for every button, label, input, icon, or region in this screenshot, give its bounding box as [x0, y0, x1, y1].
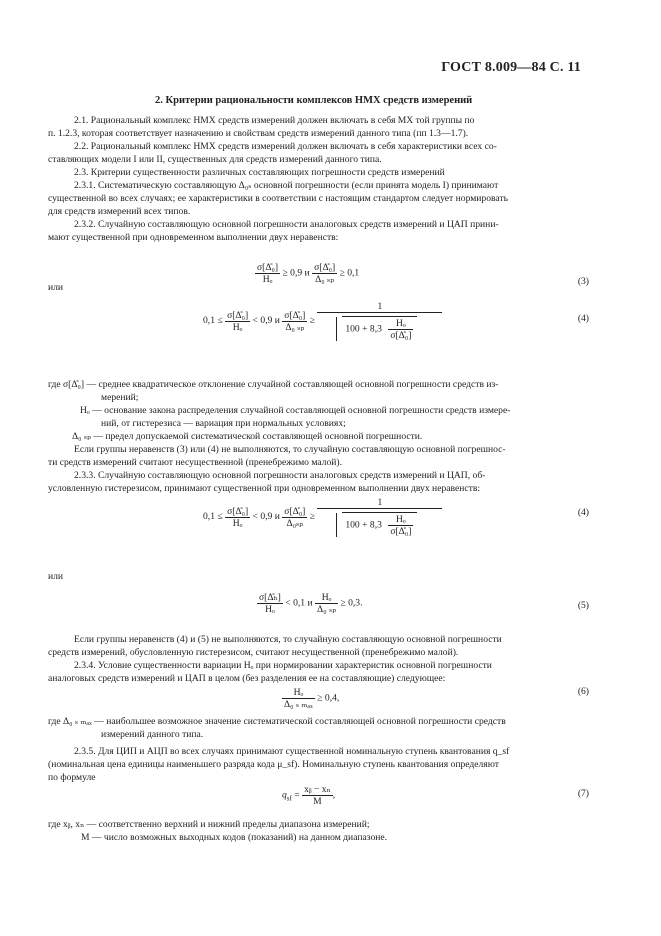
paragraph-2-3-4-line-1: 2.3.4. Условие существенности вариации Hₒ при нормировании характеристик основной погрешности [74, 660, 492, 671]
eq5-relation-a: < 0,1 и [285, 597, 313, 609]
eq4-relation-b: ≥ [309, 315, 316, 327]
equation-7-number: (7) [577, 788, 589, 799]
eq4b-num-a: σ[Δ̊₀] [227, 505, 249, 517]
paragraph-2-3-5-line-2: (номинальная цена единицы наименьшего разряда кода μ_sf). Номинальную ступень квантования определяют [48, 759, 499, 770]
paragraph-2-3-5-line-3: по формуле [48, 772, 96, 783]
equation-4 [203, 301, 442, 341]
page-header: ГОСТ 8.009—84 С. 11 [441, 60, 581, 75]
eq5-num-b: Hₒ [315, 592, 338, 604]
eq6-num: Hₒ [282, 687, 315, 699]
eq5-den-a: Hₒ [265, 604, 275, 615]
eq7-num: xᵦ − xₙ [304, 784, 331, 795]
eq7-equals: = [294, 789, 300, 801]
eq3-den-b: Δ₀ ₛₚ [315, 274, 335, 285]
paragraph-2-3-2-line-1: 2.3.2. Случайную составляющую основной погрешности аналоговых средств измерений и ЦАП прини- [74, 219, 499, 230]
where-2-line-1: где Δ₀ ₛ ₘₐₓ — наибольшее возможное значение систематической составляющей основной погрешности средств [48, 716, 506, 727]
eq4-sqrt-const: 100 + 8,3 [345, 323, 382, 335]
eq7-lhs: q [282, 789, 287, 801]
paragraph-if-2-line-2: средств измерений, обусловленную гистерезисом, считают несущественной (пренебрежимо малой). [48, 647, 459, 658]
paragraph-2-3-3-line-1: 2.3.3. Случайную составляющую основной погрешности аналоговых средств измерений и ЦАП, об- [74, 470, 486, 481]
ili-1: или [48, 282, 64, 293]
eq3-den-a: Hₒ [262, 274, 273, 285]
eq3-num-a: σ[Δ̊₀] [257, 262, 279, 273]
eq4b-one: 1 [317, 497, 442, 509]
eq5-relation-b: ≥ 0,3. [340, 597, 363, 609]
eq4-num-b: σ[Δ̊₀] [284, 309, 306, 321]
paragraph-2-2-line-2: ставляющих модели I или II, существенных для средств измерений данного типа. [48, 154, 382, 165]
eq3-num-b: σ[Δ̊₀] [314, 262, 336, 273]
section-title: 2. Критерии рациональности комплексов НМХ средств измерений [155, 95, 473, 106]
equation-4-number: (4) [577, 313, 589, 324]
paragraph-2-3-2-line-2: мают существенной при одновременном выполнении двух неравенств: [48, 232, 339, 243]
where-3-line-2: M — число возможных выходных кодов (показаний) на данном диапазоне. [81, 832, 388, 843]
paragraph-if-1-line-1: Если группы неравенств (3) или (4) не выполняются, то случайную составляющую основной погрешнос- [74, 444, 506, 455]
equation-7 [282, 784, 335, 807]
where-1-line-1: где σ[Δ̊₀] — среднее квадратическое отклонение случайной составляющей основной погрешности средств из- [48, 379, 499, 390]
eq7-lhs-sub: sf [286, 794, 292, 803]
eq7-tail: , [332, 789, 336, 801]
eq4-den-b: Δ₀ ₛₚ [285, 321, 305, 333]
paragraph-2-3-1-line-3: для средств измерений всех типов. [48, 206, 191, 217]
equation-3 [255, 262, 359, 285]
equation-5 [257, 592, 363, 615]
equation-5-number: (5) [577, 600, 589, 611]
eq4-den-a: Hₒ [232, 321, 243, 333]
eq4b-sqrt-den: σ[Δ̊₀] [390, 526, 412, 537]
paragraph-if-2-line-1: Если группы неравенств (4) и (5) не выполняются, то случайную составляющую основной погрешности [74, 634, 502, 645]
paragraph-2-2-line-1: 2.2. Рациональный комплекс НМХ средств измерений должен включать в себя характеристики всех со- [74, 141, 497, 152]
eq5-num-a: σ[Δ̊ₕ] [259, 592, 281, 603]
equation-4b [203, 497, 442, 537]
eq3-relation-b: ≥ 0,1 [339, 267, 360, 279]
where-2-line-2: измерений данного типа. [101, 729, 204, 740]
eq5-den-b: Δ₀ ₛₚ [317, 604, 337, 615]
paragraph-2-3-1-line-1: 2.3.1. Систематическую составляющую Δ₀ₛ основной погрешности (если принята модель I) принимают [74, 180, 499, 191]
eq4b-relation-b: ≥ [309, 511, 316, 523]
eq4b-sqrt [342, 512, 417, 537]
eq4-sqrt-num: Hₒ [388, 318, 413, 330]
eq7-den: M [313, 796, 322, 807]
eq4b-num-b: σ[Δ̊₀] [284, 505, 306, 517]
eq4-lead: 0,1 ≤ [203, 315, 223, 327]
paragraph-2-3: 2.3. Критерии существенности различных составляющих погрешности средств измерений [74, 167, 445, 178]
equation-6-number: (6) [577, 686, 589, 697]
equation-4b-number: (4) [577, 507, 589, 518]
eq4-one: 1 [317, 301, 442, 313]
where-1-line-2: мерений; [101, 392, 139, 403]
equation-3-number: (3) [577, 276, 589, 287]
paragraph-2-1-line-2: п. 1.2.3, которая соответствует назначению и свойствам средств измерений данного типа (пп 1.3—1.7). [48, 128, 469, 139]
where-3-line-1: где xᵦ, xₙ — соответственно верхний и нижний пределы диапазона измерений; [48, 819, 370, 830]
eq6-den: Δ₀ ₛ ₘₐₓ [284, 699, 313, 710]
eq4-sqrt-den: σ[Δ̊₀] [390, 330, 412, 341]
eq4b-den-b: Δ₀ₛₚ [286, 517, 304, 529]
eq6-relation: ≥ 0,4, [317, 692, 340, 704]
paragraph-2-3-4-line-2: аналоговых средств измерений и ЦАП в целом (без разделения ее на составляющие) следующее: [48, 673, 446, 684]
eq4b-lead: 0,1 ≤ [203, 511, 223, 523]
eq4b-relation-a: < 0,9 и [252, 511, 280, 523]
eq4-num-a: σ[Δ̊₀] [227, 309, 249, 321]
eq4b-den-a: Hₒ [232, 517, 243, 529]
paragraph-2-3-1-line-2: существенной во всех случаях; ее характеристики в соответствии с настоящим стандартом следует нормировать [48, 193, 509, 204]
eq4b-sqrt-num: Hₒ [388, 514, 413, 526]
where-1-line-3: Hₒ — основание закона распределения случайной составляющей основной погрешности средств измере- [80, 405, 511, 416]
eq4-relation-a: < 0,9 и [252, 315, 280, 327]
where-1-line-5: Δ₀ ₛₚ — предел допускаемой систематической составляющей основной погрешности. [72, 431, 423, 442]
paragraph-2-3-3-line-2: условленную гистерезисом, принимают существенной при одновременном выполнении двух неравенств: [48, 483, 481, 494]
where-1-line-4: ний, от гистерезиса — вариация при нормальных условиях; [101, 418, 346, 429]
eq4-sqrt [342, 316, 417, 341]
paragraph-2-1-line-1: 2.1. Рациональный комплекс НМХ средств измерений должен включать в себя МХ той группы по [74, 115, 475, 126]
paragraph-2-3-5-line-1: 2.3.5. Для ЦИП и АЦП во всех случаях принимают существенной номинальную ступень квантования q_sf [74, 746, 510, 757]
ili-2: или [48, 571, 64, 582]
eq4b-sqrt-const: 100 + 8,3 [345, 519, 382, 531]
paragraph-if-1-line-2: ти средств измерений считают несущественной (пренебрежимо малой). [48, 457, 342, 468]
equation-6 [282, 687, 339, 710]
eq3-relation-a: ≥ 0,9 и [282, 267, 310, 279]
